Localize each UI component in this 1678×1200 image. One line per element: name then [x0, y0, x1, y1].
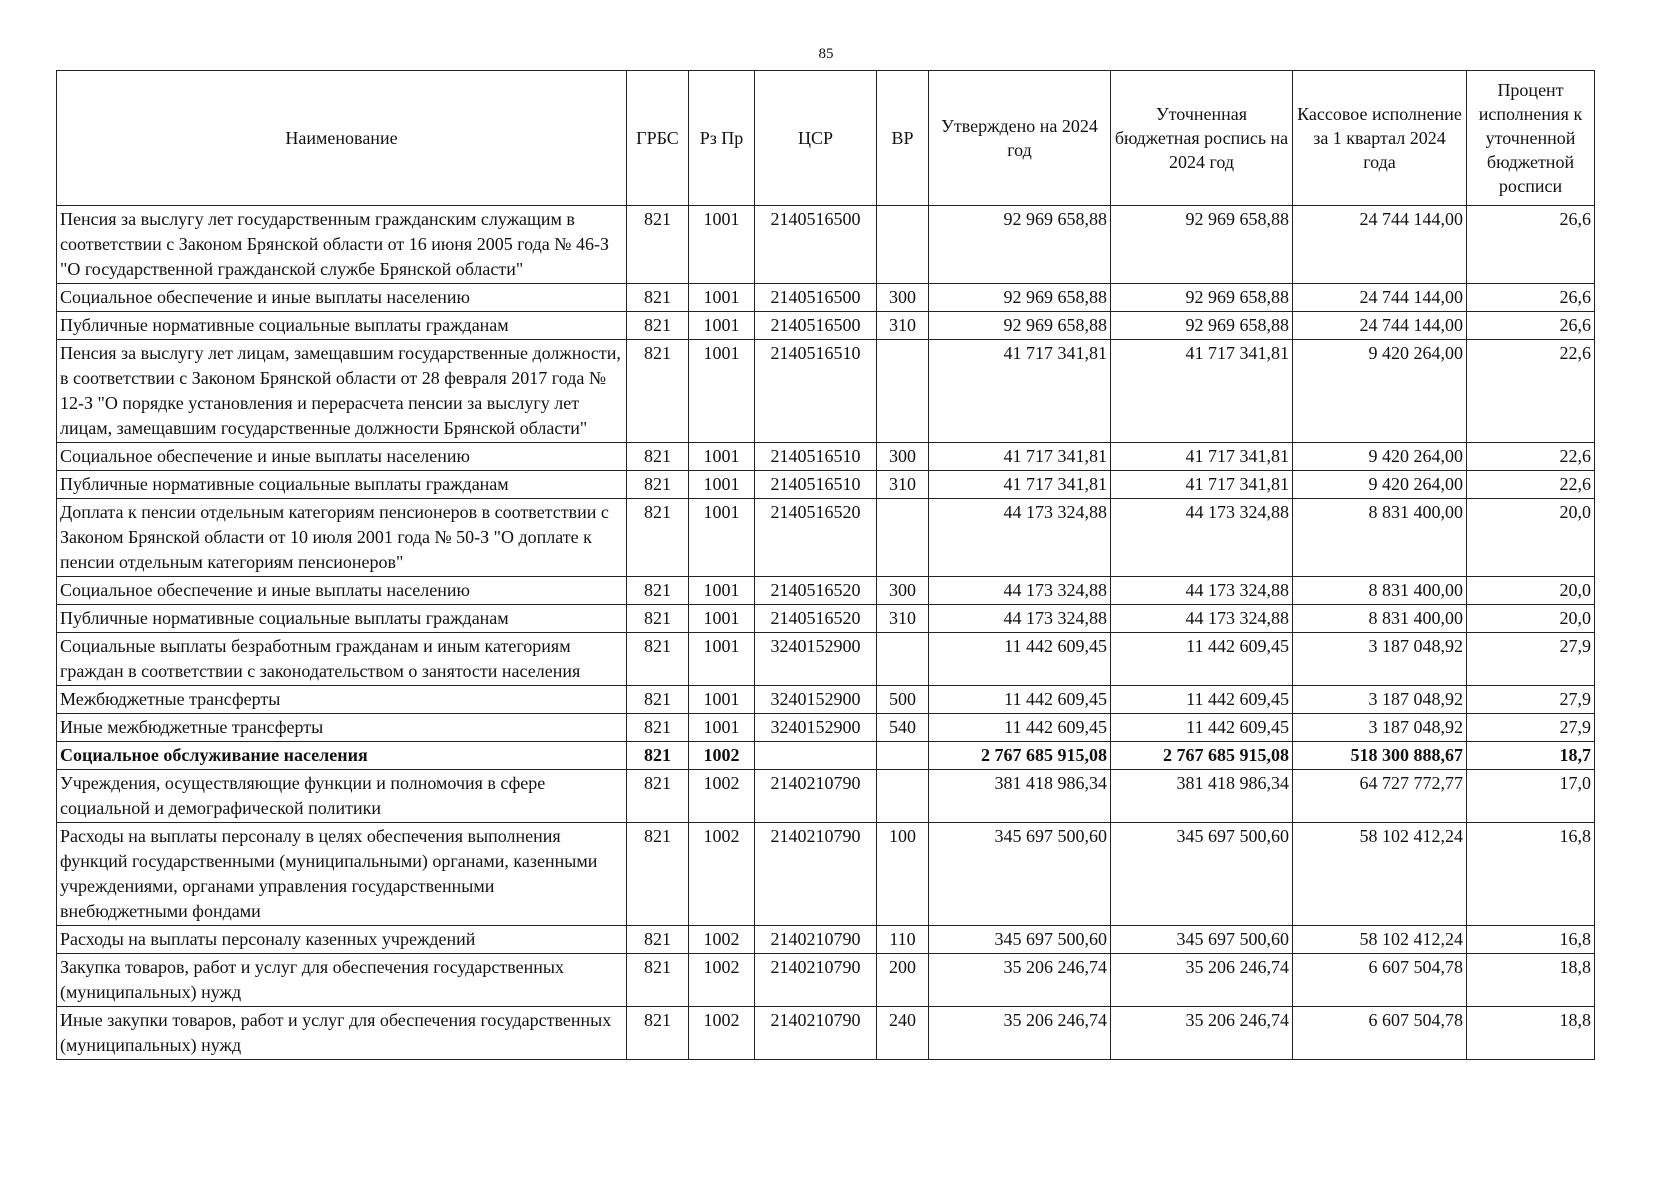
cell-refined: 44 173 324,88	[1111, 605, 1293, 633]
cell-approved: 11 442 609,45	[929, 714, 1111, 742]
cell-cash: 24 744 144,00	[1293, 284, 1467, 312]
cell-vr: 300	[877, 443, 929, 471]
cell-grbs: 821	[627, 284, 689, 312]
cell-vr: 310	[877, 312, 929, 340]
cell-vr	[877, 633, 929, 686]
cell-approved: 44 173 324,88	[929, 499, 1111, 577]
cell-grbs: 821	[627, 714, 689, 742]
cell-rzpr: 1001	[689, 499, 755, 577]
cell-percent: 16,8	[1467, 926, 1595, 954]
header-vr: ВР	[877, 71, 929, 206]
cell-rzpr: 1001	[689, 284, 755, 312]
table-row	[57, 312, 1595, 340]
cell-percent: 27,9	[1467, 686, 1595, 714]
cell-grbs: 821	[627, 312, 689, 340]
header-percent: Процент исполнения к уточненной бюджетной росписи	[1467, 71, 1595, 206]
cell-name: Пенсия за выслугу лет государственным гражданским служащим в соответствии с Законом Брянской области от 16 июня 2005 года № 46-З "О государственной гражданской службе Брянской области"	[57, 206, 627, 284]
cell-name: Межбюджетные трансферты	[57, 686, 627, 714]
cell-grbs: 821	[627, 340, 689, 443]
cell-approved: 35 206 246,74	[929, 954, 1111, 1007]
cell-refined: 381 418 986,34	[1111, 770, 1293, 823]
cell-name: Закупка товаров, работ и услуг для обеспечения государственных (муниципальных) нужд	[57, 954, 627, 1007]
page-number: 85	[818, 46, 834, 62]
cell-approved: 381 418 986,34	[929, 770, 1111, 823]
cell-name: Публичные нормативные социальные выплаты гражданам	[57, 605, 627, 633]
cell-rzpr: 1001	[689, 443, 755, 471]
cell-csr: 2140210790	[755, 954, 877, 1007]
table-row	[57, 1007, 1595, 1060]
cell-csr: 2140516520	[755, 499, 877, 577]
cell-grbs: 821	[627, 686, 689, 714]
table-header	[57, 71, 1595, 206]
cell-percent: 16,8	[1467, 823, 1595, 926]
cell-percent: 22,6	[1467, 443, 1595, 471]
cell-refined: 345 697 500,60	[1111, 926, 1293, 954]
cell-name: Расходы на выплаты персоналу в целях обеспечения выполнения функций государственными (муниципальными) органами, казенными учреждениями, органами управления государственными внебюджетными фондами	[57, 823, 627, 926]
header-refined: Уточненная бюджетная роспись на 2024 год	[1111, 71, 1293, 206]
cell-name: Учреждения, осуществляющие функции и полномочия в сфере социальной и демографической политики	[57, 770, 627, 823]
table-row	[57, 686, 1595, 714]
cell-csr: 3240152900	[755, 633, 877, 686]
table-row	[57, 823, 1595, 926]
cell-name: Публичные нормативные социальные выплаты гражданам	[57, 312, 627, 340]
cell-grbs: 821	[627, 770, 689, 823]
cell-percent: 26,6	[1467, 312, 1595, 340]
cell-refined: 11 442 609,45	[1111, 686, 1293, 714]
cell-cash: 6 607 504,78	[1293, 1007, 1467, 1060]
cell-rzpr: 1001	[689, 206, 755, 284]
cell-refined: 44 173 324,88	[1111, 499, 1293, 577]
cell-cash: 3 187 048,92	[1293, 714, 1467, 742]
cell-approved: 11 442 609,45	[929, 633, 1111, 686]
cell-name: Социальные выплаты безработным гражданам и иным категориям граждан в соответствии с законодательством о занятости населения	[57, 633, 627, 686]
cell-cash: 24 744 144,00	[1293, 206, 1467, 284]
cell-cash: 8 831 400,00	[1293, 577, 1467, 605]
table-row	[57, 577, 1595, 605]
table-row	[57, 954, 1595, 1007]
cell-refined: 41 717 341,81	[1111, 471, 1293, 499]
cell-cash: 6 607 504,78	[1293, 954, 1467, 1007]
cell-cash: 8 831 400,00	[1293, 499, 1467, 577]
cell-cash: 58 102 412,24	[1293, 926, 1467, 954]
cell-cash: 24 744 144,00	[1293, 312, 1467, 340]
header-rzpr: Рз Пр	[689, 71, 755, 206]
cell-percent: 18,8	[1467, 954, 1595, 1007]
cell-approved: 345 697 500,60	[929, 926, 1111, 954]
cell-approved: 345 697 500,60	[929, 823, 1111, 926]
cell-cash: 8 831 400,00	[1293, 605, 1467, 633]
budget-table	[56, 70, 1595, 1060]
cell-approved: 92 969 658,88	[929, 284, 1111, 312]
cell-grbs: 821	[627, 742, 689, 770]
cell-approved: 41 717 341,81	[929, 340, 1111, 443]
cell-vr: 300	[877, 577, 929, 605]
header-cash: Кассовое исполнение за 1 квартал 2024 года	[1293, 71, 1467, 206]
cell-grbs: 821	[627, 206, 689, 284]
cell-name: Доплата к пенсии отдельным категориям пенсионеров в соответствии с Законом Брянской области от 10 июля 2001 года № 50-З "О доплате к пенсии отдельным категориям пенсионеров"	[57, 499, 627, 577]
cell-rzpr: 1001	[689, 633, 755, 686]
cell-vr: 300	[877, 284, 929, 312]
cell-approved: 92 969 658,88	[929, 312, 1111, 340]
header-csr: ЦСР	[755, 71, 877, 206]
cell-approved: 41 717 341,81	[929, 471, 1111, 499]
cell-refined: 11 442 609,45	[1111, 633, 1293, 686]
cell-approved: 44 173 324,88	[929, 605, 1111, 633]
cell-approved: 35 206 246,74	[929, 1007, 1111, 1060]
cell-cash: 3 187 048,92	[1293, 633, 1467, 686]
cell-grbs: 821	[627, 633, 689, 686]
cell-percent: 27,9	[1467, 633, 1595, 686]
cell-csr: 2140516510	[755, 340, 877, 443]
cell-percent: 18,7	[1467, 742, 1595, 770]
header-name: Наименование	[57, 71, 627, 206]
cell-name: Социальное обеспечение и иные выплаты населению	[57, 577, 627, 605]
cell-csr: 2140516500	[755, 206, 877, 284]
cell-vr: 110	[877, 926, 929, 954]
cell-grbs: 821	[627, 443, 689, 471]
header-grbs: ГРБС	[627, 71, 689, 206]
cell-percent: 27,9	[1467, 714, 1595, 742]
cell-percent: 22,6	[1467, 471, 1595, 499]
cell-percent: 20,0	[1467, 605, 1595, 633]
table-row	[57, 633, 1595, 686]
header-approved: Утверждено на 2024 год	[929, 71, 1111, 206]
cell-name: Социальное обеспечение и иные выплаты населению	[57, 443, 627, 471]
cell-grbs: 821	[627, 605, 689, 633]
cell-approved: 92 969 658,88	[929, 206, 1111, 284]
cell-cash: 518 300 888,67	[1293, 742, 1467, 770]
table-body	[57, 206, 1595, 1060]
cell-csr: 3240152900	[755, 686, 877, 714]
cell-csr: 2140516500	[755, 312, 877, 340]
cell-rzpr: 1002	[689, 1007, 755, 1060]
cell-cash: 9 420 264,00	[1293, 443, 1467, 471]
cell-vr: 310	[877, 605, 929, 633]
cell-csr: 2140210790	[755, 823, 877, 926]
cell-refined: 35 206 246,74	[1111, 954, 1293, 1007]
cell-name: Иные межбюджетные трансферты	[57, 714, 627, 742]
cell-vr	[877, 206, 929, 284]
cell-grbs: 821	[627, 471, 689, 499]
cell-cash: 3 187 048,92	[1293, 686, 1467, 714]
table-row	[57, 742, 1595, 770]
cell-cash: 9 420 264,00	[1293, 471, 1467, 499]
cell-name: Расходы на выплаты персоналу казенных учреждений	[57, 926, 627, 954]
table-row	[57, 443, 1595, 471]
table-row	[57, 605, 1595, 633]
cell-refined: 92 969 658,88	[1111, 312, 1293, 340]
cell-vr: 310	[877, 471, 929, 499]
table-row	[57, 340, 1595, 443]
cell-refined: 41 717 341,81	[1111, 443, 1293, 471]
cell-name: Пенсия за выслугу лет лицам, замещавшим государственные должности, в соответствии с Законом Брянской области от 28 февраля 2017 года № 12-З "О порядке установления и перерасчета пенсии за выслугу лет лицам, замещавшим государственные должности Брянской области"	[57, 340, 627, 443]
table-row	[57, 471, 1595, 499]
table-row	[57, 926, 1595, 954]
cell-grbs: 821	[627, 577, 689, 605]
cell-rzpr: 1002	[689, 926, 755, 954]
cell-grbs: 821	[627, 499, 689, 577]
cell-rzpr: 1001	[689, 605, 755, 633]
cell-name: Социальное обслуживание населения	[57, 742, 627, 770]
cell-vr	[877, 770, 929, 823]
cell-cash: 58 102 412,24	[1293, 823, 1467, 926]
cell-percent: 18,8	[1467, 1007, 1595, 1060]
table-row	[57, 284, 1595, 312]
cell-rzpr: 1001	[689, 471, 755, 499]
cell-percent: 26,6	[1467, 284, 1595, 312]
cell-rzpr: 1002	[689, 742, 755, 770]
cell-csr: 2140516520	[755, 577, 877, 605]
cell-refined: 41 717 341,81	[1111, 340, 1293, 443]
table-row	[57, 770, 1595, 823]
cell-vr: 100	[877, 823, 929, 926]
cell-refined: 345 697 500,60	[1111, 823, 1293, 926]
cell-vr: 200	[877, 954, 929, 1007]
cell-csr: 2140210790	[755, 1007, 877, 1060]
cell-cash: 64 727 772,77	[1293, 770, 1467, 823]
cell-percent: 26,6	[1467, 206, 1595, 284]
table-row	[57, 714, 1595, 742]
cell-grbs: 821	[627, 823, 689, 926]
cell-csr: 2140210790	[755, 770, 877, 823]
table-row	[57, 206, 1595, 284]
cell-approved: 44 173 324,88	[929, 577, 1111, 605]
cell-csr: 3240152900	[755, 714, 877, 742]
cell-csr: 2140516510	[755, 471, 877, 499]
cell-refined: 11 442 609,45	[1111, 714, 1293, 742]
cell-vr	[877, 742, 929, 770]
cell-percent: 20,0	[1467, 499, 1595, 577]
cell-refined: 2 767 685 915,08	[1111, 742, 1293, 770]
cell-refined: 92 969 658,88	[1111, 206, 1293, 284]
cell-grbs: 821	[627, 926, 689, 954]
cell-vr	[877, 340, 929, 443]
cell-rzpr: 1001	[689, 714, 755, 742]
cell-rzpr: 1001	[689, 686, 755, 714]
cell-name: Публичные нормативные социальные выплаты гражданам	[57, 471, 627, 499]
cell-rzpr: 1002	[689, 770, 755, 823]
cell-rzpr: 1001	[689, 340, 755, 443]
cell-grbs: 821	[627, 954, 689, 1007]
table-row	[57, 499, 1595, 577]
cell-csr	[755, 742, 877, 770]
cell-percent: 17,0	[1467, 770, 1595, 823]
cell-vr: 540	[877, 714, 929, 742]
cell-refined: 35 206 246,74	[1111, 1007, 1293, 1060]
cell-approved: 41 717 341,81	[929, 443, 1111, 471]
cell-csr: 2140516520	[755, 605, 877, 633]
cell-refined: 92 969 658,88	[1111, 284, 1293, 312]
cell-cash: 9 420 264,00	[1293, 340, 1467, 443]
cell-rzpr: 1002	[689, 954, 755, 1007]
cell-csr: 2140516500	[755, 284, 877, 312]
cell-csr: 2140516510	[755, 443, 877, 471]
cell-approved: 2 767 685 915,08	[929, 742, 1111, 770]
cell-refined: 44 173 324,88	[1111, 577, 1293, 605]
cell-csr: 2140210790	[755, 926, 877, 954]
cell-vr: 240	[877, 1007, 929, 1060]
cell-name: Иные закупки товаров, работ и услуг для обеспечения государственных (муниципальных) нужд	[57, 1007, 627, 1060]
cell-percent: 20,0	[1467, 577, 1595, 605]
cell-rzpr: 1001	[689, 577, 755, 605]
cell-approved: 11 442 609,45	[929, 686, 1111, 714]
cell-rzpr: 1002	[689, 823, 755, 926]
cell-rzpr: 1001	[689, 312, 755, 340]
cell-name: Социальное обеспечение и иные выплаты населению	[57, 284, 627, 312]
cell-vr: 500	[877, 686, 929, 714]
cell-grbs: 821	[627, 1007, 689, 1060]
header-row	[57, 71, 1595, 206]
cell-vr	[877, 499, 929, 577]
cell-percent: 22,6	[1467, 340, 1595, 443]
